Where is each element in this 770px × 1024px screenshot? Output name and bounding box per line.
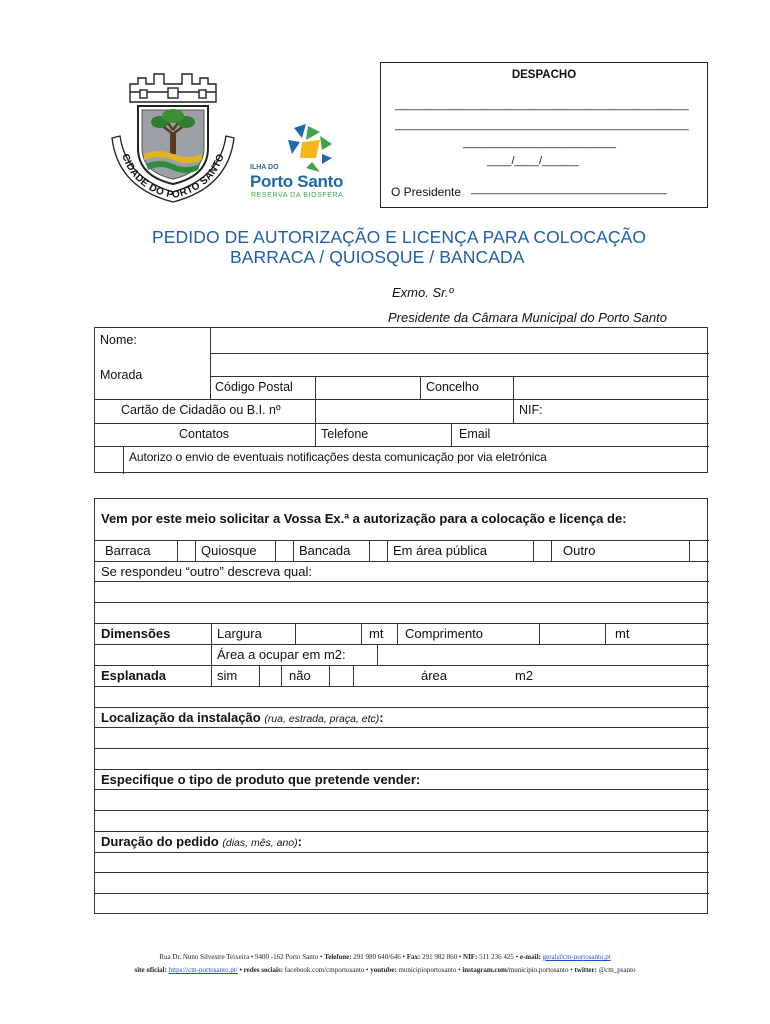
footer-instagram-label: instagram.com/ <box>462 966 509 974</box>
name-label: Nome: <box>100 333 137 347</box>
footer-site-label: site oficial: <box>134 966 167 974</box>
esplanade-yes-checkbox[interactable] <box>260 666 281 686</box>
id-label: Cartão de Cidadão ou B.I. nº <box>121 403 281 417</box>
esplanade-area-label: área <box>421 668 448 683</box>
logo-line3: RESERVA DA BIOSFERA <box>251 192 344 199</box>
footer-facebook: facebook.com/cmportosanto • <box>284 966 369 974</box>
footer-instagram: municipio.portosanto • <box>508 966 573 974</box>
location-hint: (rua, estrada, praça, etc) <box>264 713 380 725</box>
despacho-date[interactable]: ____/____/______ <box>487 155 579 167</box>
form-title-line1: PEDIDO DE AUTORIZAÇÃO E LICENÇA PARA COLOCAÇÃO <box>152 227 647 247</box>
length-input[interactable] <box>540 624 605 644</box>
area-label: Área a ocupar em m2: <box>217 647 346 662</box>
footer-site-link[interactable]: https://cm-portosanto.pt/ <box>168 966 238 974</box>
other-description-input-1[interactable] <box>96 582 708 602</box>
dimensions-label: Dimensões <box>101 626 171 641</box>
esplanade-no-label: não <box>289 668 311 683</box>
despacho-line-3[interactable]: _________________________ <box>463 137 616 149</box>
esplanade-no-checkbox[interactable] <box>330 666 353 686</box>
postal-code-label: Código Postal <box>215 380 293 394</box>
footer-youtube: municipioportosanto • <box>398 966 461 974</box>
duration-label-text: Duração do pedido <box>101 834 219 849</box>
footer-fax: 291 982 860 • <box>422 953 462 961</box>
footer-phone: 291 980 640/646 • <box>353 953 405 961</box>
option-quiosque-checkbox[interactable] <box>276 541 293 561</box>
nif-input[interactable] <box>555 400 708 423</box>
logo-line2: Porto Santo <box>250 172 344 191</box>
length-label: Comprimento <box>405 626 484 641</box>
despacho-line-2[interactable]: ________________________________________________ <box>395 119 689 131</box>
greeting: Exmo. Sr.º <box>392 285 454 300</box>
option-barraca-label: Barraca <box>105 543 151 558</box>
footer-nif-label: NIF: <box>463 953 478 961</box>
mural-crown-icon <box>130 74 216 102</box>
despacho-box <box>380 62 708 208</box>
option-quiosque-label: Quiosque <box>201 543 257 558</box>
length-unit: mt <box>615 626 630 641</box>
request-heading: Vem por este meio solicitar a Vossa Ex.ª a autorização para a colocação e licença de: <box>101 511 627 526</box>
president-label: O Presidente <box>391 185 462 199</box>
form-title-line2: BARRACA / QUIOSQUE / BANCADA <box>230 247 525 267</box>
area-input[interactable] <box>378 645 708 665</box>
esplanade-yes-label: sim <box>217 668 238 683</box>
duration-colon: : <box>297 834 302 849</box>
despacho-line-1[interactable]: ________________________________________________ <box>395 99 689 111</box>
option-outro-checkbox[interactable] <box>690 541 708 561</box>
product-label: Especifique o tipo de produto que pretende vender: <box>101 772 421 787</box>
width-unit: mt <box>369 626 384 641</box>
footer-twitter: @cm_psanto <box>598 966 636 974</box>
location-input-1[interactable] <box>96 728 708 748</box>
footer-phone-label: Telefone: <box>324 953 352 961</box>
consent-checkbox[interactable] <box>96 447 123 473</box>
consent-text: Autorizo o envio de eventuais notificações desta comunicação por via eletrónica <box>129 450 547 464</box>
duration-input-2[interactable] <box>96 873 708 893</box>
duration-input-1[interactable] <box>96 853 708 872</box>
location-label-text: Localização da instalação <box>101 710 261 725</box>
duration-hint: (dias, mês, ano) <box>222 837 298 849</box>
email-label: Email <box>459 427 491 441</box>
other-description-input-2[interactable] <box>96 603 708 623</box>
biosphere-star-icon <box>276 124 334 174</box>
footer-line-1 <box>0 953 770 961</box>
county-input[interactable] <box>514 377 708 399</box>
address-input[interactable] <box>211 354 708 376</box>
postal-code-input[interactable] <box>316 377 420 399</box>
nif-label: NIF: <box>519 403 543 417</box>
footer-line-2 <box>0 966 770 974</box>
despacho-heading: DESPACHO <box>511 69 577 81</box>
location-colon: : <box>379 710 384 725</box>
president-signature-line[interactable]: ________________________________ <box>471 183 667 195</box>
location-label <box>101 710 384 725</box>
option-area-publica-label: Em área pública <box>393 543 487 558</box>
option-outro-label: Outro <box>563 543 596 558</box>
esplanade-area-input[interactable] <box>455 666 511 686</box>
county-label: Concelho <box>426 380 479 394</box>
phone-label: Telefone <box>321 427 369 441</box>
esplanade-area-unit: m2 <box>515 668 534 683</box>
esplanade-label: Esplanada <box>101 668 167 683</box>
id-input[interactable] <box>316 400 513 423</box>
footer-youtube-label: youtube: <box>370 966 397 974</box>
request-table <box>94 498 708 914</box>
footer-fax-label: Fax: <box>406 953 421 961</box>
logo-line1: ILHA DO <box>250 164 279 171</box>
recipient: Presidente da Câmara Municipal do Porto Santo <box>388 310 667 325</box>
footer-email-link[interactable]: geral@cm-portosanto.pt <box>542 953 611 961</box>
option-bancada-label: Bancada <box>299 543 351 558</box>
municipal-crest <box>108 68 238 208</box>
contacts-label: Contatos <box>179 427 230 441</box>
product-input-2[interactable] <box>96 811 708 831</box>
footer-twitter-label: twitter: <box>574 966 597 974</box>
applicant-table <box>94 327 708 473</box>
option-bancada-checkbox[interactable] <box>370 541 387 561</box>
name-input[interactable] <box>211 329 708 352</box>
width-input[interactable] <box>296 624 361 644</box>
width-label: Largura <box>217 626 262 641</box>
email-input[interactable] <box>505 424 708 446</box>
other-prompt: Se respondeu “outro” descreva qual: <box>101 564 313 579</box>
option-barraca-checkbox[interactable] <box>178 541 195 561</box>
option-area-publica-checkbox[interactable] <box>534 541 551 561</box>
footer-nif: 511 236 425 • <box>479 953 519 961</box>
address-label: Morada <box>100 368 143 382</box>
crest-banner-text: CIDADE DO PORTO SANTO <box>119 152 227 202</box>
product-input-1[interactable] <box>96 790 708 810</box>
footer-social-label: • redes sociais: <box>239 966 284 974</box>
footer-address: Rua Dr. Nuno Silvestre Teixeira • 9400 -162 Porto Santo • <box>159 953 323 961</box>
phone-input[interactable] <box>385 424 451 446</box>
porto-santo-logo <box>250 124 360 204</box>
footer-email-label: e-mail: <box>519 953 541 961</box>
location-input-2[interactable] <box>96 749 708 769</box>
duration-label <box>101 834 302 849</box>
